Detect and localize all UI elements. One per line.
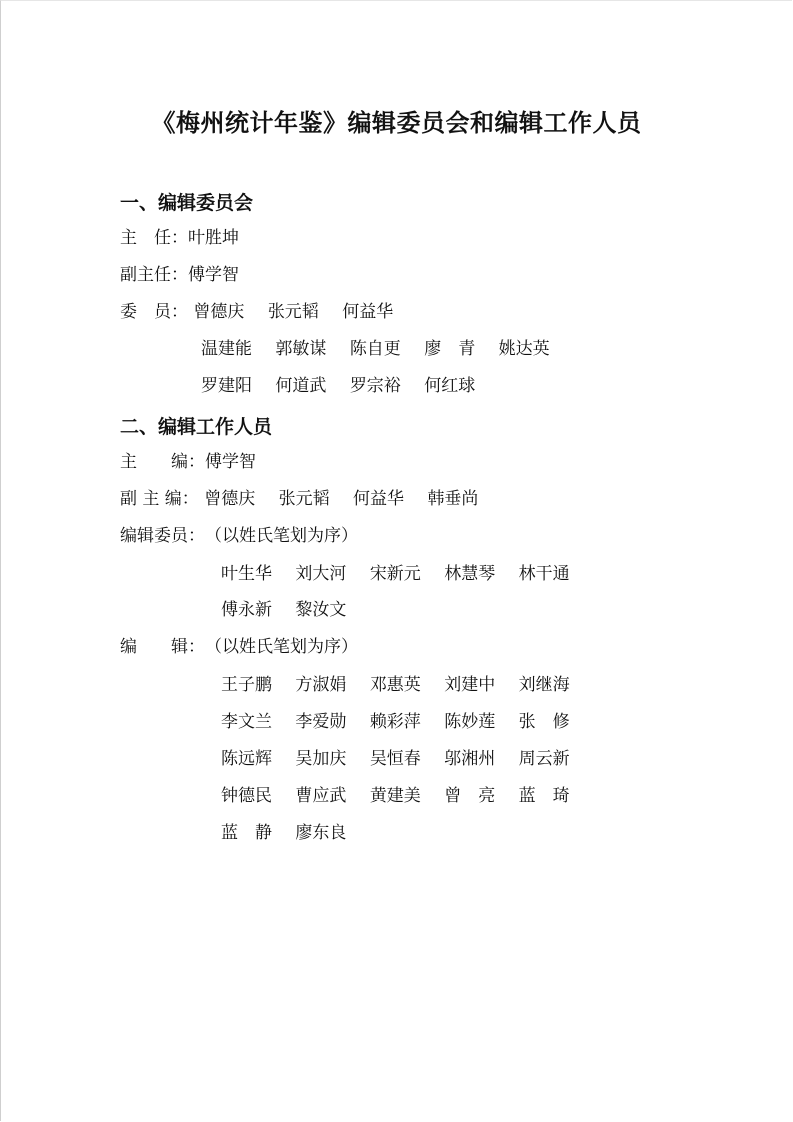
editor-name: 方淑娟 [295, 675, 347, 695]
members-row [120, 300, 393, 324]
editor-name: 刘建中 [444, 675, 496, 695]
member-name: 张元韬 [267, 302, 319, 322]
deputy-director-row [120, 263, 239, 287]
member-name: 罗宗裕 [349, 376, 401, 396]
director-label: 主 任： [120, 228, 188, 248]
member-name: 曾德庆 [193, 302, 245, 322]
editors-row-5 [221, 821, 346, 845]
deputy-chief-name: 韩垂尚 [427, 489, 479, 509]
editor-name: 邬湘州 [444, 749, 496, 769]
editor-name: 赖彩萍 [369, 712, 421, 732]
editor-name: 钟德民 [221, 786, 272, 806]
member-name: 廖 青 [424, 339, 476, 359]
editor-name: 邓惠英 [369, 675, 421, 695]
editors-row-2 [221, 710, 570, 734]
editors-row-1 [221, 673, 570, 697]
editors-row-3 [221, 747, 570, 771]
committee-label: 编辑委员： [120, 526, 205, 546]
deputy-director-label: 副主任： [120, 265, 188, 285]
deputy-chief-name: 张元韬 [278, 489, 330, 509]
editor-name: 蓝 静 [221, 823, 272, 843]
member-name: 姚达英 [498, 339, 550, 359]
editors-note: （以姓氏笔划为序） [205, 637, 358, 657]
editor-name: 黄建美 [369, 786, 421, 806]
chief-editor-label: 主 编： [120, 452, 205, 472]
editor-name: 吴加庆 [295, 749, 347, 769]
section-editorial-committee-heading: 一、编辑委员会 [120, 192, 254, 214]
editors-label: 编 辑： [120, 637, 205, 657]
editor-name: 李爱勋 [295, 712, 347, 732]
members-row-3 [201, 374, 475, 398]
committee-name: 宋新元 [369, 564, 421, 584]
deputy-chief-label: 副 主 编： [120, 489, 199, 509]
committee-name: 刘大河 [295, 564, 347, 584]
chief-editor-name: 傅学智 [205, 452, 256, 472]
committee-note: （以姓氏笔划为序） [205, 526, 358, 546]
committee-row [120, 524, 358, 548]
members-label: 委 员： [120, 302, 188, 322]
committee-name: 林慧琴 [444, 564, 496, 584]
editor-name: 蓝 琦 [518, 786, 570, 806]
committee-name: 林干通 [518, 564, 570, 584]
editor-name: 王子鹏 [221, 675, 272, 695]
member-name: 何益华 [342, 302, 394, 322]
editor-name: 张 修 [518, 712, 570, 732]
section-editorial-staff-heading: 二、编辑工作人员 [120, 416, 273, 438]
page-title: 《梅州统计年鉴》编辑委员会和编辑工作人员 [151, 109, 642, 137]
committee-row-1 [221, 562, 570, 586]
chief-editor-row [120, 450, 256, 474]
editor-name: 刘继海 [518, 675, 570, 695]
editors-row [120, 635, 358, 659]
editor-name: 曾 亮 [444, 786, 496, 806]
editor-name: 陈妙莲 [444, 712, 496, 732]
director-name: 叶胜坤 [188, 228, 239, 248]
editor-name: 曹应武 [295, 786, 347, 806]
editor-name: 廖东良 [295, 823, 347, 843]
deputy-director-name: 傅学智 [188, 265, 239, 285]
editor-name: 周云新 [518, 749, 570, 769]
member-name: 何道武 [275, 376, 327, 396]
editor-name: 吴恒春 [369, 749, 421, 769]
member-name: 陈自更 [349, 339, 401, 359]
member-name: 何红球 [424, 376, 476, 396]
member-name: 罗建阳 [201, 376, 252, 396]
committee-name: 叶生华 [221, 564, 272, 584]
member-name: 郭敏谋 [275, 339, 327, 359]
deputy-chief-name: 曾德庆 [204, 489, 256, 509]
deputy-chief-name: 何益华 [353, 489, 405, 509]
editor-name: 李文兰 [221, 712, 272, 732]
committee-name: 傅永新 [221, 600, 272, 620]
committee-row-2 [221, 598, 346, 622]
director-row [120, 226, 239, 250]
editors-row-4 [221, 784, 570, 808]
members-row-2 [201, 337, 550, 361]
deputy-chief-row [120, 487, 478, 511]
member-name: 温建能 [201, 339, 252, 359]
editor-name: 陈远辉 [221, 749, 272, 769]
committee-name: 黎汝文 [295, 600, 347, 620]
